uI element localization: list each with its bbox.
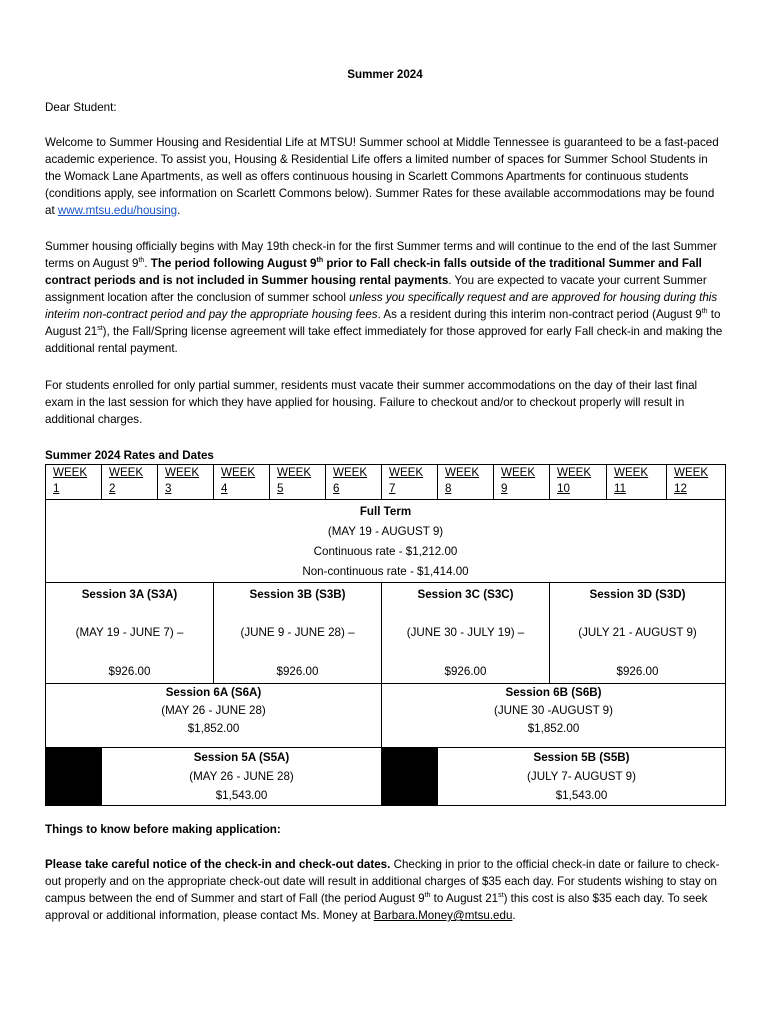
p2-text-c: . As a resident during this interim non-contract period (August 9 <box>377 308 702 321</box>
p2-sup-c: th <box>701 308 708 316</box>
contact-email-link[interactable]: Barbara.Money@mtsu.edu <box>373 909 513 922</box>
week-9: WEEK 9 <box>494 465 550 500</box>
things-heading: Things to know before making application: <box>45 823 281 836</box>
full-term-title: Full Term <box>359 505 412 518</box>
full-term-dates: (MAY 19 - AUGUST 9) <box>327 525 444 538</box>
week-1: WEEK 1 <box>46 465 102 500</box>
week-6: WEEK 6 <box>326 465 382 500</box>
session5-row <box>46 748 726 806</box>
p4-sup-a: th <box>424 892 431 900</box>
p4-bold: Please take careful notice of the check-in and check-out dates. <box>45 858 391 871</box>
document-title: Summer 2024 <box>347 68 423 81</box>
p2-text-b: . You are expected to vacate your current Summer assignment location after the conclusion of summer school <box>45 274 707 304</box>
checkin-notice-paragraph <box>45 856 725 924</box>
session-6b: Session 6B (S6B) (JUNE 30 -AUGUST 9) $1,852.00 <box>382 684 726 748</box>
p2-sup-d: st <box>97 325 103 333</box>
session-3a: Session 3A (S3A) (MAY 19 - JUNE 7) – $926.00 <box>46 583 214 684</box>
rates-table <box>45 464 726 806</box>
p2-text-a: Summer housing officially begins with May 19th check-in for the first Summer terms and will continue to the end of the last Summer terms on August 9 <box>45 240 717 270</box>
non-continuous-rate: Non-continuous rate - $1,414.00 <box>302 565 469 578</box>
session-3b: Session 3B (S3B) (JUNE 9 - JUNE 28) – $926.00 <box>214 583 382 684</box>
p2-sup-a: th <box>138 257 145 265</box>
p2-text-d: to August 21 <box>45 308 721 338</box>
shaded-cell-right <box>382 748 438 806</box>
week-10: WEEK 10 <box>550 465 607 500</box>
intro-end: . <box>177 204 181 217</box>
p4-sup-b: st <box>498 892 504 900</box>
intro-text: Welcome to Summer Housing and Residential Life at MTSU! Summer school at Middle Tennessee is guaranteed to be a fast-paced academic experience. To assist you, Housing & Residential Life offers a limited number of spaces for Summer School Students in the Womack Lane Apartments, as well as offers continuous housing in Scarlett Commons Apartments for continuous students (conditions apply, see information on Scarlett Commons below). Summer Rates for these available accommodations may be found at <box>45 136 719 217</box>
session6-row <box>46 684 726 748</box>
p2-bold-1: The period following August 9 <box>150 257 317 270</box>
summer-housing-paragraph <box>45 238 725 357</box>
shaded-cell-left <box>46 748 102 806</box>
week-3: WEEK 3 <box>158 465 214 500</box>
week-8: WEEK 8 <box>438 465 494 500</box>
week-2: WEEK 2 <box>102 465 158 500</box>
partial-summer-paragraph: For students enrolled for only partial summer, residents must vacate their summer accommodations on the day of their last final exam in the last session for which they have applied for housing. Failure to checkout and/or to checkout properly will result in additional charges. <box>45 379 698 426</box>
session-3d: Session 3D (S3D) (JULY 21 - AUGUST 9) $926.00 <box>550 583 726 684</box>
continuous-rate: Continuous rate - $1,212.00 <box>313 545 458 558</box>
p2-bold-sup: th <box>316 257 324 265</box>
p4-text-c: ) this cost is also $35 each day. To seek approval or additional information, please contact Ms. Money at <box>45 892 708 922</box>
p4-text-a: Checking in prior to the official check-in date or failure to check-out properly and on the appropriate check-out date will result in additional charges of $35 each day. For students wishing to stay on campus between the end of Summer and start of Fall (the period August 9 <box>45 858 720 905</box>
session-6a: Session 6A (S6A) (MAY 26 - JUNE 28) $1,852.00 <box>46 684 382 748</box>
session-5b: Session 5B (S5B) (JULY 7- AUGUST 9) $1,543.00 <box>438 748 726 806</box>
p2-bold-2: prior to Fall check-in falls outside of the traditional Summer and Fall contract periods and is not included in Summer housing rental payments <box>45 257 702 287</box>
housing-link[interactable]: www.mtsu.edu/housing <box>57 204 178 217</box>
rates-heading: Summer 2024 Rates and Dates <box>45 449 214 462</box>
week-12: WEEK 12 <box>667 465 726 500</box>
weeks-row <box>46 465 726 500</box>
p2-italic: unless you specifically request and are approved for housing during this interim non-contract period and pay the appropriate housing fees <box>45 291 718 321</box>
intro-paragraph <box>45 134 725 219</box>
week-11: WEEK 11 <box>607 465 667 500</box>
week-4: WEEK 4 <box>214 465 270 500</box>
week-5: WEEK 5 <box>270 465 326 500</box>
p4-text-b: to August 21 <box>430 892 499 905</box>
session3-row <box>46 583 726 684</box>
salutation: Dear Student: <box>45 101 117 114</box>
p2-text-a2: . <box>144 257 151 270</box>
p4-text-d: . <box>512 909 516 922</box>
full-term-row <box>46 500 726 583</box>
full-term-cell <box>46 500 726 583</box>
session-5a: Session 5A (S5A) (MAY 26 - JUNE 28) $1,543.00 <box>102 748 382 806</box>
week-7: WEEK 7 <box>382 465 438 500</box>
p2-text-e: ), the Fall/Spring license agreement will take effect immediately for those approved for early Fall check-in and making the additional rental payment. <box>45 325 723 355</box>
session-3c: Session 3C (S3C) (JUNE 30 - JULY 19) – $926.00 <box>382 583 550 684</box>
